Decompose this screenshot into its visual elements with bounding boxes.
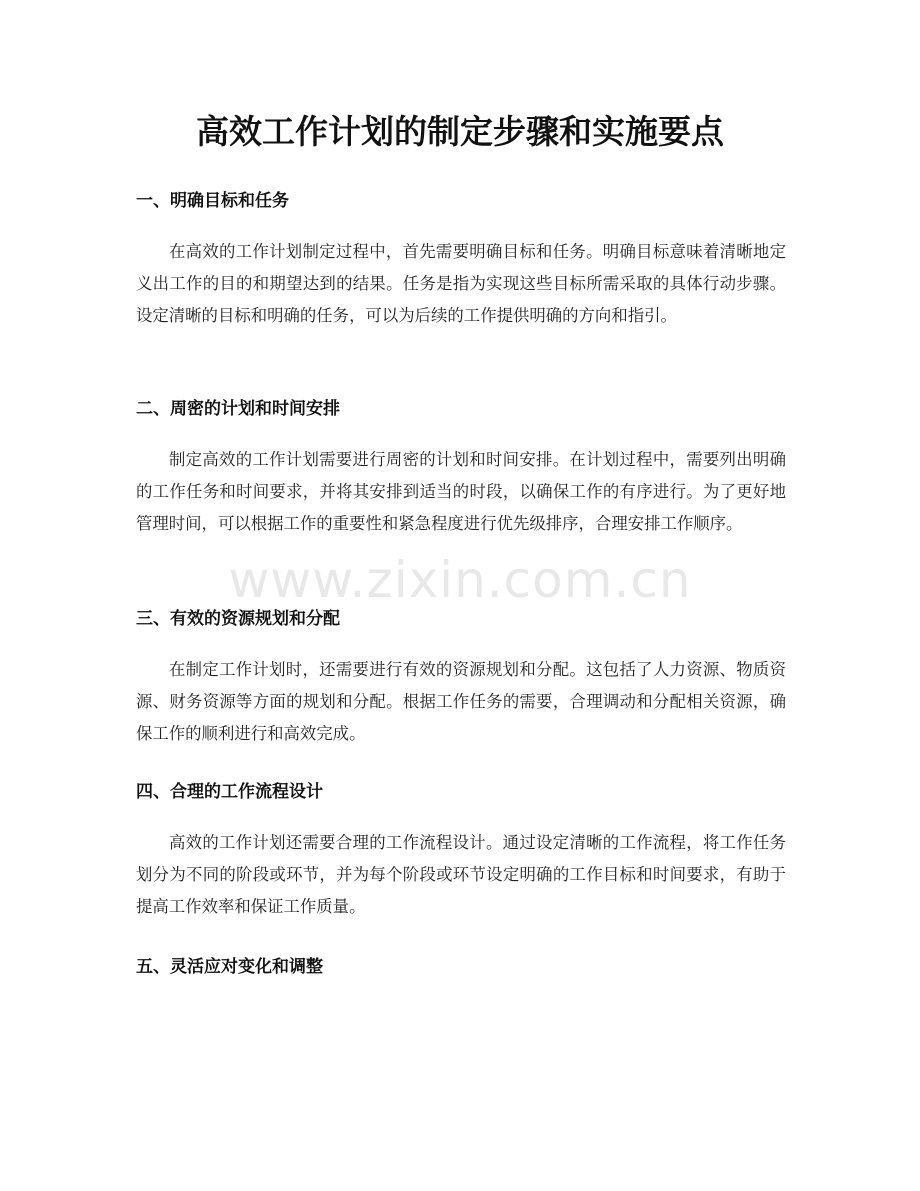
section-heading-2: 二、周密的计划和时间安排 bbox=[136, 399, 340, 419]
section-body-1: 在高效的工作计划制定过程中，首先需要明确目标和任务。明确目标意味着清晰地定义出工作的目的和期望达到的结果。任务是指为实现这些目标所需采取的具体行动步骤。设定清晰的目标和明确的任务，可以为后续的工作提供明确的方向和指引。 bbox=[136, 242, 786, 325]
section-heading-3: 三、有效的资源规划和分配 bbox=[136, 609, 340, 629]
section-body-3: 在制定工作计划时，还需要进行有效的资源规划和分配。这包括了人力资源、物质资源、财务资源等方面的规划和分配。根据工作任务的需要，合理调动和分配相关资源，确保工作的顺利进行和高效完成。 bbox=[136, 660, 786, 743]
section-heading-4: 四、合理的工作流程设计 bbox=[136, 782, 323, 802]
watermark-text: www.zixin.com.cn bbox=[228, 551, 692, 609]
section-body-4: 高效的工作计划还需要合理的工作流程设计。通过设定清晰的工作流程，将工作任务划分为不同的阶段或环节，并为每个阶段或环节设定明确的工作目标和时间要求，有助于提高工作效率和保证工作质量。 bbox=[136, 833, 786, 916]
document-title: 高效工作计划的制定步骤和实施要点 bbox=[196, 112, 724, 151]
section-body-2: 制定高效的工作计划需要进行周密的计划和时间安排。在计划过程中，需要列出明确的工作任务和时间要求，并将其安排到适当的时段，以确保工作的有序进行。为了更好地管理时间，可以根据工作的重要性和紧急程度进行优先级排序，合理安排工作顺序。 bbox=[136, 450, 786, 533]
section-heading-1: 一、明确目标和任务 bbox=[136, 191, 289, 211]
section-heading-5: 五、灵活应对变化和调整 bbox=[136, 957, 323, 977]
